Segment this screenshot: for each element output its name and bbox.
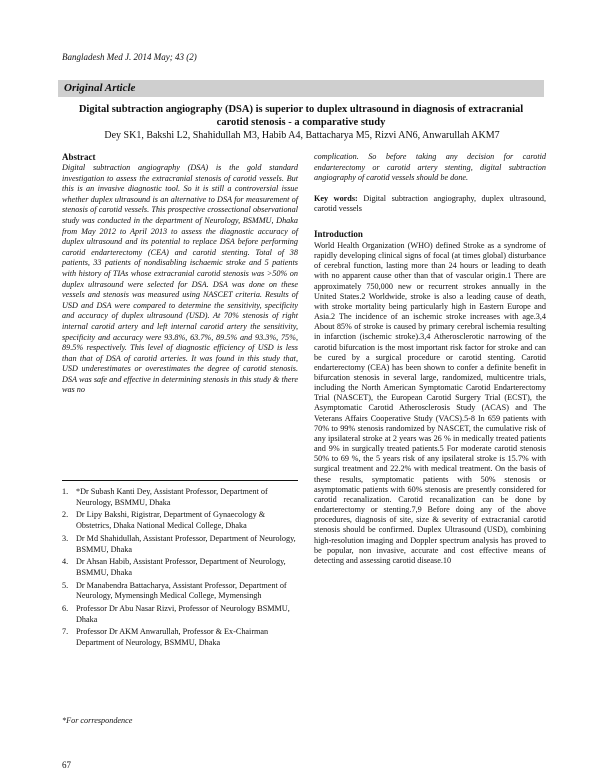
affiliation-list [62,487,298,651]
section-band [58,80,544,97]
abstract-heading: Abstract [62,152,96,162]
affiliation-item: 4. Dr Ahsan Habib, Assistant Professor, Department of Neurology, BSMMU, Dhaka [62,557,286,577]
introduction-heading: Introduction [314,228,363,239]
abstract-continuation: complication. So before taking any decision for carotid endarterectomy or carotid artery stenting, digital subtraction angiography of carotid vessels should be done. [314,152,546,183]
left-column [62,152,298,396]
affiliation-item: 7. Professor Dr AKM Anwarullah, Professor & Ex-Chairman Department of Neurology, BSMMU, Dhaka [62,627,269,648]
abstract-text: Digital subtraction angiography (DSA) is the gold standard investigation to assess the extracranial stenosis of carotid vessels. But this is an invasive diagnostic tool. So it is still a controversial issue whether duplex ultrasound is an alternative to DSA for measurement of stenosis of carotid vessels. This prospective crossectional observational study was conducted in the department of Neurology, BSMMU, Dhaka from May 2012 to April 2013 to assess the diagnostic accuracy of duplex ultrasound and its potential to replace DSA before performing carotid endarterectomy (CEA) and carotid stenting. Total of 38 patients, 33 patients of nondisabling ischaemic stroke and 5 patients with history of TIAs whose extracranial carotid stenosis was >50% on duplex ultrasound were selected for DSA. DSA was done on these vessels and stenosis was measured using NASCET criteria. Results of USD and DSA were compared to determine the sensitivity, specificity and accuracy of duplex ultrasound (USD). At 70% stenosis of right internal carotid artery and left internal carotid artery the sensitivity, specificity and accuracy were 93.8%, 63.7%, 89.5% and 93.3%, 75%, 89.5% respectively. This level of diagnostic efficiency of USD is less than that of DSA of carotid arteries. It was found in this study that, USD underestimates or overestimates the degree of carotid stenosis. DSA was safe and effective in determining stenosis in this study & there was no [62,163,298,395]
affiliation-item: 2. Dr Lipy Bakshi, Rigistrar, Department of Gynaecology & Obstetrics, Dhaka National Medical College, Dhaka [62,510,266,531]
journal-reference: Bangladesh Med J. 2014 May; 43 (2) [62,52,197,62]
correspondence-note: *For correspondence [62,716,133,725]
affiliation-item: 6. Professor Dr Abu Nasar Rizvi, Professor of Neurology BSMMU, Dhaka [62,604,290,624]
affiliation-item: 1. *Dr Subash Kanti Dey, Assistant Professor, Department of Neurology, BSMMU, Dhaka [62,487,268,507]
affiliation-item: 3. Dr Md Shahidullah, Assistant Professor, Department of Neurology, BSMMU, Dhaka [62,533,296,554]
introduction-text: World Health Organization (WHO) defined Stroke as a syndrome of rapidly developing clinical signs of focal (at times global) disturbance of cerebral function, lasting more than 24 hours or leading to death with no apparent cause other than that of vascular origin.1 There are approximately 750,000 new or recurrent strokes annually in the United States.2 Worldwide, stroke is also a leading cause of death, with stroke mortality being particularly high in Eastern Europe and Asia.2 The incidence of an ischemic stroke increases with age.3,4 About 85% of stroke is caused by primary cerebral ischemia resulting in infarction (ischemic stroke).3,4 Atherosclerotic narrowing of the carotid bifurcation is the most important risk factor for stroke and can be cured by a surgical procedure or carotid stenting. Carotid endarterectomy (CEA) has been shown to confer a definite benefit in bifurcation stenosis in several large, randomized, multicentre trials, including the North American Symptomatic Carotid Endarterectomy Trial (NASCET), the European Carotid Surgery Trial (ECST), the Asymptomatic Carotid Atherosclerosis Study (ACAS) and The Veterans Affairs Cooperative Study (VACS).5-8 In 659 patients with 70% to 99% stenosis randomized by NASCET, the cumulative risk of any ipsilateral stroke at 2 years was 26 % in medically treated patients and 9% in surgically treated patients.5 For moderate carotid stenosis 50% to 69 %, the 5 years risk of any ipsilateral stroke is 15.7% with surgical treatment and 22.2% with medical treatment. On the basis of these results, symptomatic patients with 50% stenosis or asymptomatic patients with 60% stenosis are presently considered for carotid recanalization. Carotid recanalization can be done by endarterectomy or stenting.7,9 Before doing any of the above procedures, diagnosis of site, size & severity of extracranial carotid stenosis should be confirmed. Duplex Ultrasound (USD), combining high-resolution imaging and Doppler spectrum analysis has proved to be popular, non invasive, accurate and cost effective means of detecting and assessing carotid disease.10 [314,240,546,565]
right-column [314,152,546,566]
page-number: 67 [62,760,71,770]
keywords-label: Key words: [314,193,358,203]
footnote-divider [62,480,298,481]
keywords-text: Digital subtraction angiography, duplex ultrasound, carotid vessels [314,193,547,214]
author-list: Dey SK1, Bakshi L2, Shahidullah M3, Habib A4, Battacharya M5, Rizvi AN6, Anwarullah AKM7 [104,130,500,141]
article-title: Digital subtraction angiography (DSA) is superior to duplex ultrasound in diagnosis of extracranial carotid stenosis - a comparative study [78,104,524,128]
affiliation-item: 5. Dr Manabendra Battacharya, Assistant Professor, Department of Neurology, Mymensingh Medical College, Mymensingh [62,580,287,601]
keywords [314,194,546,215]
section-label: Original Article [64,82,136,94]
